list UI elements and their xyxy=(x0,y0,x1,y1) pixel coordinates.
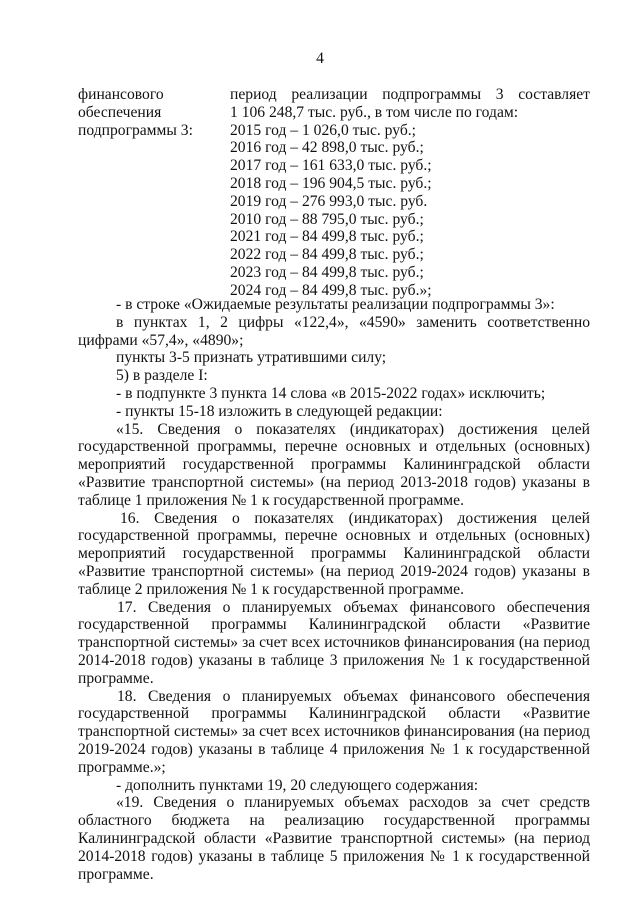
text-line: программе. xyxy=(78,865,154,883)
text-line: программе.»; xyxy=(78,758,166,776)
text-line: государственной программы Калининградской области «Развитие xyxy=(78,705,590,723)
text-line: - дополнить пунктами 19, 20 следующего содержания: xyxy=(116,776,479,794)
text-line: 16. Сведения о показателях (индикаторах) достижения целей xyxy=(120,509,590,527)
finance-year-line: 2023 год – 84 499,8 тыс. руб.; xyxy=(230,263,424,281)
page-number: 4 xyxy=(316,50,324,67)
text-line: государственной программы, перечне основных и отдельных (основных) xyxy=(78,438,590,456)
text-line: «Развитие транспортной системы» (на период 2013-2018 годов) указаны в xyxy=(78,473,590,491)
text-line: - пункты 15-18 изложить в следующей редакции: xyxy=(116,402,443,420)
finance-label-line: подпрограммы 3: xyxy=(78,121,193,139)
text-line: «15. Сведения о показателях (индикаторах) достижения целей xyxy=(116,420,590,438)
text-line: 18. Сведения о планируемых объемах финансового обеспечения xyxy=(117,687,590,705)
text-line: мероприятий государственной программы Калининградской области xyxy=(78,545,590,563)
text-line: «19. Сведения о планируемых объемах расходов за счет средств xyxy=(116,794,590,812)
finance-year-line: 2018 год – 196 904,5 тыс. руб.; xyxy=(230,174,432,192)
finance-year-line: 2022 год – 84 499,8 тыс. руб.; xyxy=(230,246,424,264)
finance-values xyxy=(230,86,590,300)
finance-label-line: финансового xyxy=(78,86,164,103)
text-line: государственной программы, перечне основных и отдельных (основных) xyxy=(78,527,590,545)
text-line: цифрами «57,4», «4890»; xyxy=(78,331,244,349)
text-line: 2014-2018 годов) указаны в таблице 5 приложения № 1 к государственной xyxy=(78,847,590,865)
text-line: государственной программы Калининградской области «Развитие xyxy=(78,616,590,634)
finance-year-line: 2017 год – 161 633,0 тыс. руб.; xyxy=(230,157,432,175)
finance-year-line: 2019 год – 276 993,0 тыс. руб. xyxy=(230,192,428,210)
text-line: таблице 2 приложения № 1 к государственной программе. xyxy=(78,580,464,598)
text-line: 17. Сведения о планируемых объемах финансового обеспечения xyxy=(117,598,590,616)
text-line: программе. xyxy=(78,669,154,687)
text-line: - в строке «Ожидаемые результаты реализации подпрограммы 3»: xyxy=(116,296,555,313)
finance-year-line: 2010 год – 88 795,0 тыс. руб.; xyxy=(230,210,424,228)
text-line: Калининградской области «Развитие транспортной системы» (на период xyxy=(78,829,590,847)
text-line: в пунктах 1, 2 цифры «122,4», «4590» заменить соответственно xyxy=(116,313,590,331)
text-line: транспортной системы» за счет всех источников финансирования (на период xyxy=(78,634,590,652)
text-line: 5) в разделе I: xyxy=(116,367,208,385)
text-line: - в подпункте 3 пункта 14 слова «в 2015-2022 годах» исключить; xyxy=(116,384,546,402)
finance-label-line: обеспечения xyxy=(78,103,162,121)
text-line: 2019-2024 годов) указаны в таблице 4 приложения № 1 к государственной xyxy=(78,740,590,758)
finance-year-line: 2016 год – 42 898,0 тыс. руб.; xyxy=(230,139,424,157)
text-line: таблице 1 приложения № 1 к государственной программе. xyxy=(78,491,464,509)
text-line: пункты 3-5 признать утратившими силу; xyxy=(116,349,387,367)
text-line: областного бюджета на реализацию государственной программы xyxy=(78,812,590,830)
finance-year-line: 2021 год – 84 499,8 тыс. руб.; xyxy=(230,228,424,246)
finance-label xyxy=(78,86,228,139)
finance-year-line: 2024 год – 84 499,8 тыс. руб.»; xyxy=(230,281,432,299)
text-line: транспортной системы» за счет всех источников финансирования (на период xyxy=(78,723,590,741)
document-body xyxy=(78,296,590,883)
finance-year-line: 2015 год – 1 026,0 тыс. руб.; xyxy=(230,121,417,139)
finance-summary-line: период реализации подпрограммы 3 составляет xyxy=(230,86,590,103)
text-line: мероприятий государственной программы Калининградской области xyxy=(78,456,590,474)
finance-summary-line: 1 106 248,7 тыс. руб., в том числе по годам: xyxy=(230,103,519,121)
text-line: 2014-2018 годов) указаны в таблице 3 приложения № 1 к государственной xyxy=(78,651,590,669)
text-line: «Развитие транспортной системы» (на период 2019-2024 годов) указаны в xyxy=(78,562,590,580)
